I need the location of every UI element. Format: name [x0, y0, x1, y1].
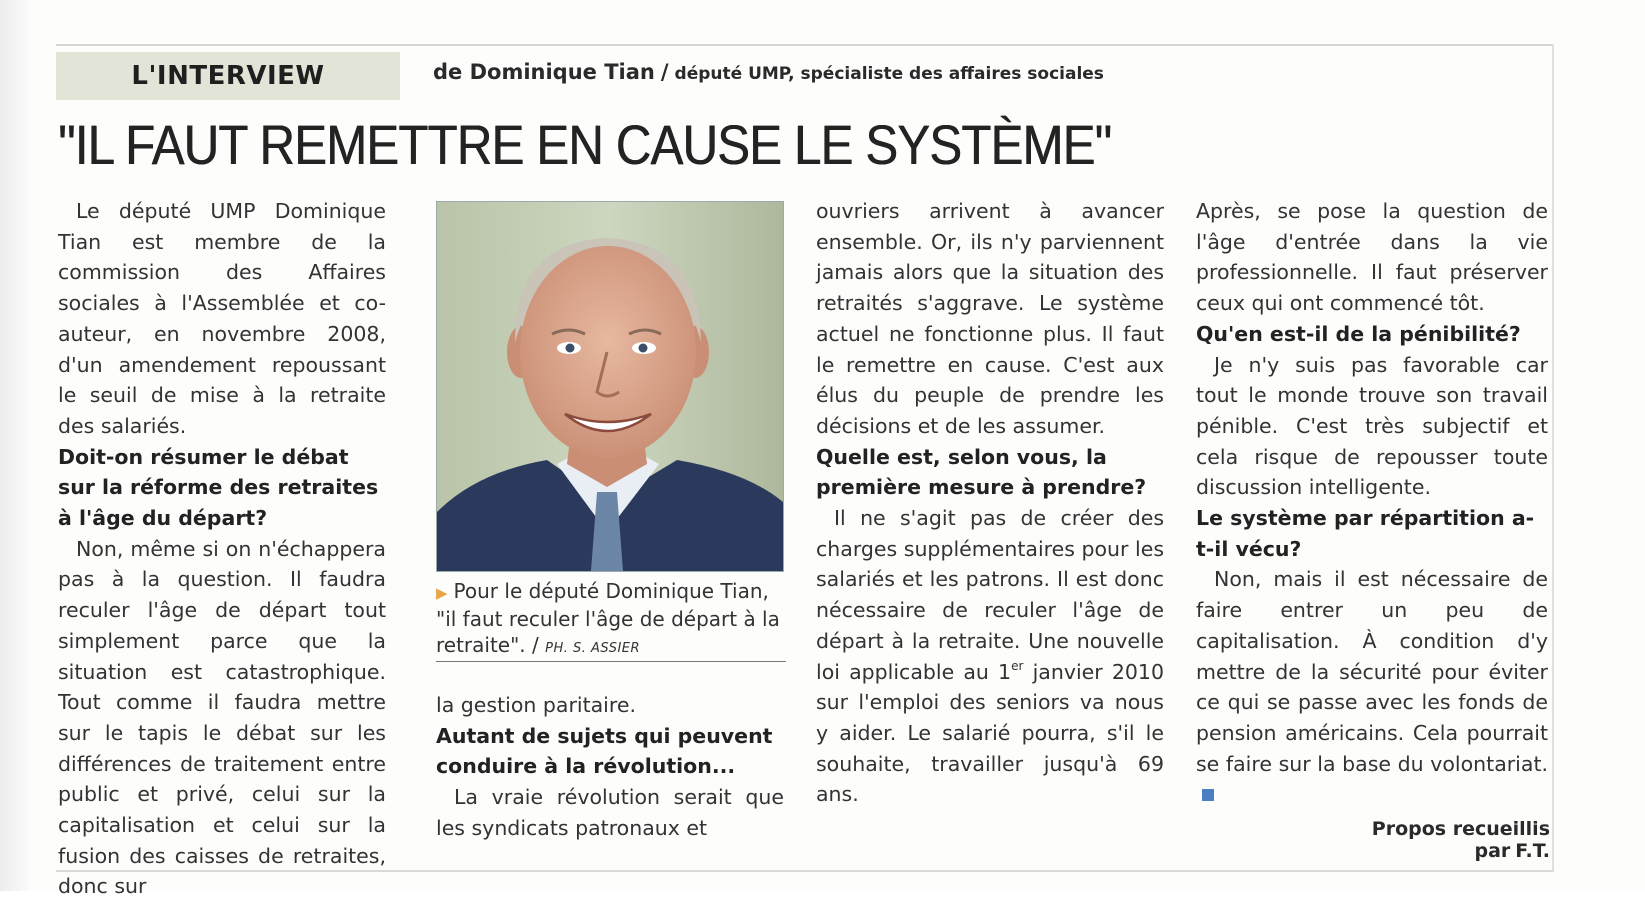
question-1: Doit-on résumer le débat sur la réforme des retraites à l'âge du départ?	[58, 444, 379, 531]
answer-1: Non, même si on n'échappera pas à la question. Il faudra reculer l'âge de départ tout simplement parce que la situation est catastrophique. Tout comme il faudra mettre sur le tapis le débat sur les différences de traitement entre public et privé, celui sur la capitalisation et celui sur la fusion des caisses de retraites, donc sur	[58, 536, 386, 899]
portrait-image	[437, 202, 783, 571]
caption-triangle-icon: ▶	[436, 584, 448, 602]
answer-3	[816, 503, 1164, 810]
caption-text: Pour le député Dominique Tian, "il faut reculer l'âge de départ à la retraite". /	[436, 579, 780, 657]
caption-rule	[436, 661, 786, 662]
intro-paragraph: Le député UMP Dominique Tian est membre de la commission des Affaires sociales à l'Assemblée et co-auteur, en novembre 2008, d'un amendement repoussant le seuil de mise à la retraite des salariés.	[58, 199, 386, 438]
section-kicker	[56, 52, 400, 100]
credit-author: F.T.	[1515, 840, 1550, 862]
scan-edge	[0, 0, 28, 891]
column-2	[436, 690, 784, 844]
right-rule	[1552, 44, 1554, 872]
photo-credit: PH. S. ASSIER	[545, 641, 641, 656]
question-5: Le système par répartition a-t-il vécu?	[1196, 506, 1535, 561]
column-2-continuation: la gestion paritaire.	[436, 693, 636, 717]
kicker-label: L'INTERVIEW	[131, 61, 325, 91]
column-1	[58, 196, 386, 902]
column-3	[816, 196, 1164, 810]
photo-caption	[436, 578, 786, 662]
article-headline: "IL FAUT REMETTRE EN CAUSE LE SYSTÈME"	[58, 113, 1112, 176]
byline-name: de Dominique Tian	[433, 60, 655, 84]
question-3: Quelle est, selon vous, la première mesure à prendre?	[816, 444, 1147, 500]
answer-3-part-1: Il ne s'agit pas de créer des charges supplémentaires pour les salariés et les patrons. Il est donc nécessaire de reculer l'âge de départ à la retraite. Une nouvelle loi applicable au 1	[816, 506, 1164, 684]
answer-3-part-2: janvier 2010 sur l'emploi des seniors va nous y aider. Le salarié pourra, s'il le souhaite, travailler jusqu'à 69 ans.	[816, 659, 1164, 807]
portrait-photo	[436, 201, 784, 572]
answer-3-superscript: er	[1011, 658, 1024, 673]
column-3-continuation: ouvriers arrivent à avancer ensemble. Or, ils n'y parviennent jamais alors que la situation des retraités s'aggrave. Le système actuel ne fonctionne plus. Il faut le remettre en cause. C'est aux élus du peuple de prendre les décisions et de les assumer.	[816, 199, 1164, 438]
credit-label: Propos recueillis par	[1371, 818, 1550, 862]
byline-separator: /	[660, 60, 669, 84]
interview-credit	[1290, 818, 1550, 862]
answer-5-text: Non, mais il est nécessaire de faire entrer un peu de capitalisation. À condition d'y mettre de la sécurité pour éviter ce qui se passe avec les fonds de pension américains. Cela pourrait se faire sur la base du volontariat.	[1196, 567, 1548, 776]
answer-4: Je n'y suis pas favorable car tout le monde trouve son travail pénible. C'est très subjectif et cela risque de repousser toute discussion intelligente.	[1196, 352, 1548, 500]
end-mark-icon	[1202, 789, 1214, 801]
question-4: Qu'en est-il de la pénibilité?	[1196, 321, 1521, 346]
byline	[433, 60, 1104, 92]
byline-role: député UMP, spécialiste des affaires sociales	[674, 64, 1104, 84]
column-4	[1196, 196, 1548, 810]
answer-2: La vraie révolution serait que les syndicats patronaux et	[436, 785, 784, 840]
question-2: Autant de sujets qui peuvent conduire à la révolution...	[436, 723, 773, 779]
column-4-continuation: Après, se pose la question de l'âge d'entrée dans la vie professionnelle. Il faut préserver ceux qui ont commencé tôt.	[1196, 199, 1548, 316]
top-rule	[56, 44, 1554, 46]
answer-5	[1196, 564, 1548, 810]
